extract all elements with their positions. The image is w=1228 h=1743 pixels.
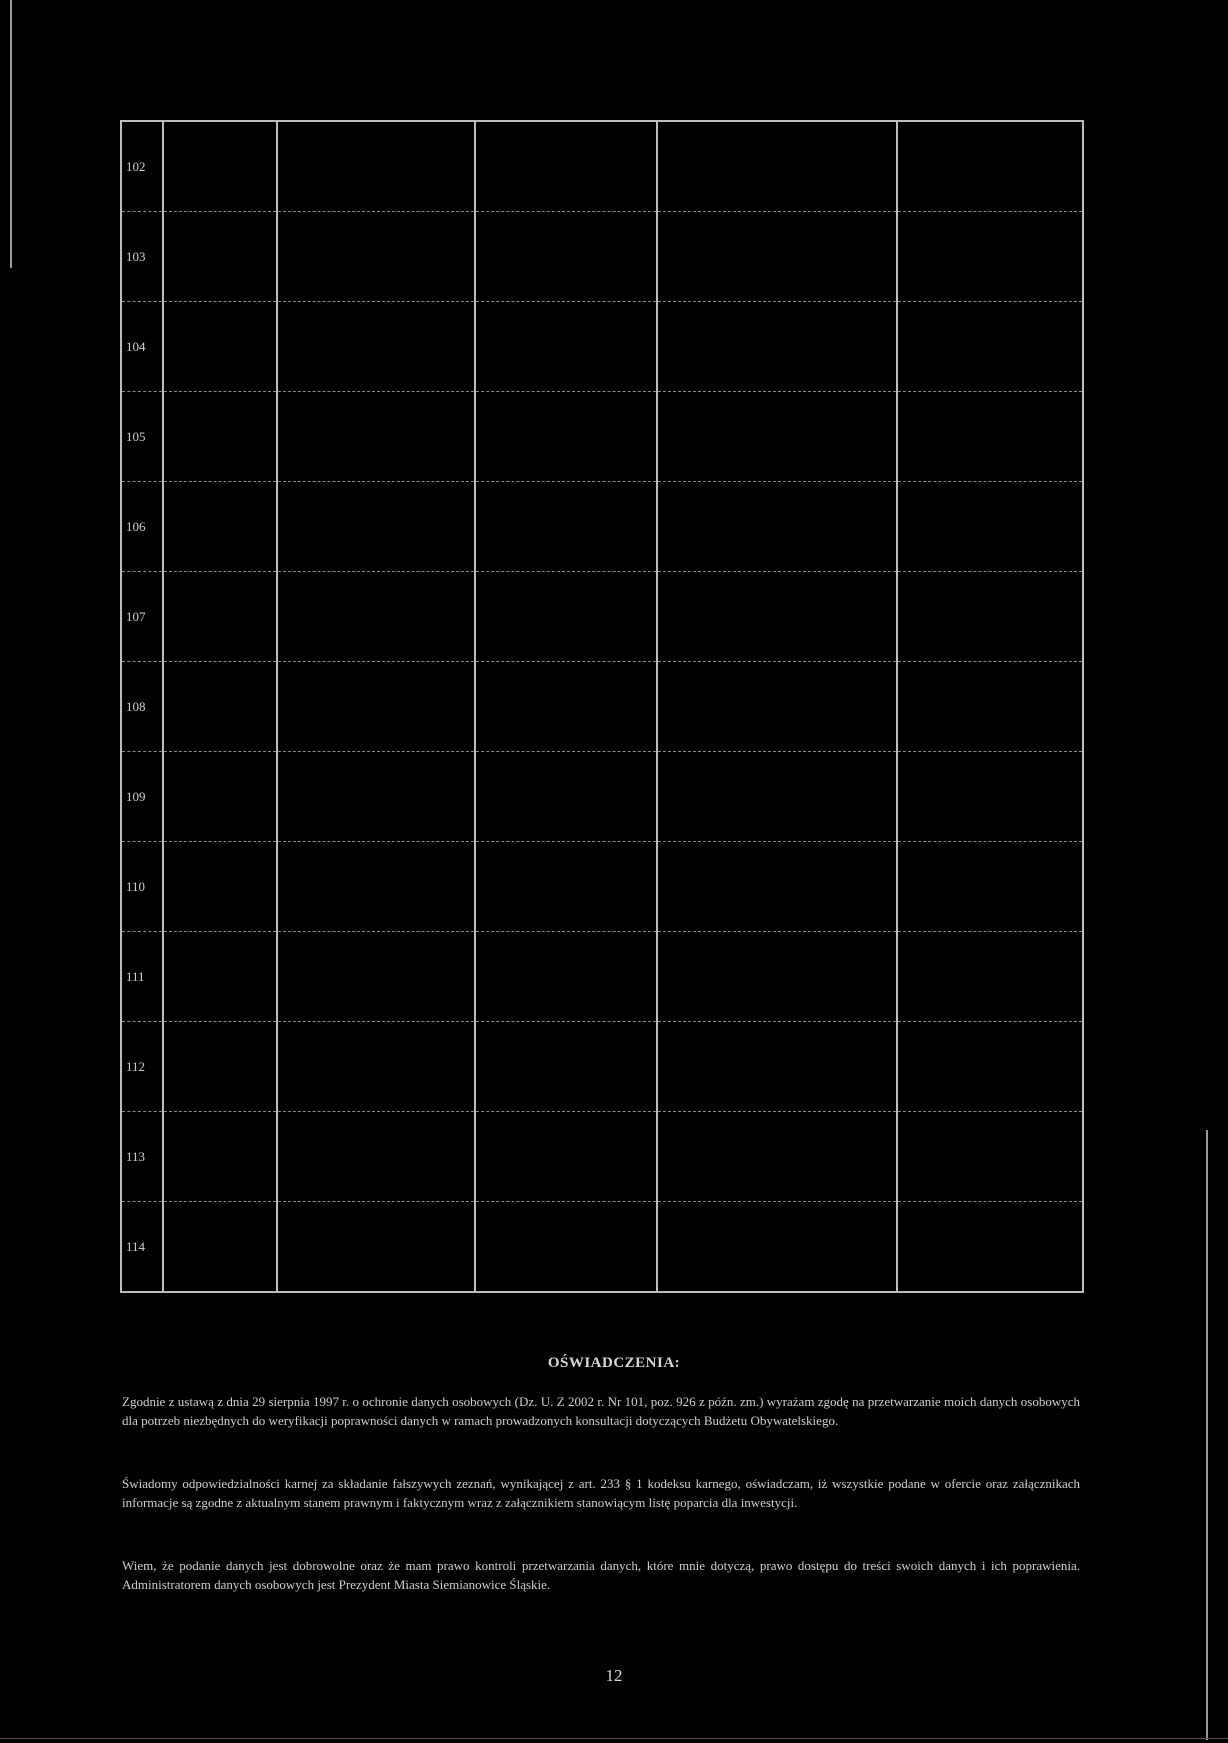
empty-cell <box>163 1112 277 1202</box>
scan-edge-mark-right <box>1206 1130 1208 1740</box>
table-row <box>121 932 1083 1022</box>
empty-cell <box>475 1112 657 1202</box>
empty-cell <box>897 392 1083 482</box>
page-number: 12 <box>605 1666 623 1685</box>
empty-cell <box>657 842 897 932</box>
data-consent-paragraph: Zgodnie z ustawą z dnia 29 sierpnia 1997 r. o ochronie danych osobowych (Dz. U. Z 2002 r. Nr 101, poz. 926 z późn. zm.) wyrażam zgodę na przetwarzanie moich danych osobowych dla potrzeb niezbędnych do weryfikacji poprawności danych w ramach prowadzonych konsultacji dotyczących Budżetu Obywatelskiego. <box>122 1394 1080 1428</box>
criminal-liability-paragraph: Świadomy odpowiedzialności karnej za składanie fałszywych zeznań, wynikającej z art. 233 § 1 kodeksu karnego, oświadczam, iż wszystkie podane w ofercie oraz załącznikach informacje są zgodne z aktualnym stanem prawnym i faktycznym wraz z załącznikiem stanowiącym listę poparcia dla inwestycji. <box>122 1476 1080 1510</box>
empty-cell <box>475 302 657 392</box>
empty-cell <box>277 1022 475 1112</box>
empty-cell <box>657 482 897 572</box>
row-number: 104 <box>121 302 163 392</box>
empty-cell <box>475 572 657 662</box>
signature-list-table <box>120 120 1084 1293</box>
row-number: 109 <box>121 752 163 842</box>
empty-cell <box>897 121 1083 212</box>
table-row <box>121 392 1083 482</box>
table-row <box>121 842 1083 932</box>
scan-edge-mark-top-left <box>10 0 12 268</box>
empty-cell <box>897 302 1083 392</box>
empty-cell <box>657 662 897 752</box>
empty-cell <box>657 572 897 662</box>
empty-cell <box>897 752 1083 842</box>
scan-edge-mark-bottom <box>0 1738 1228 1739</box>
empty-cell <box>657 212 897 302</box>
empty-cell <box>475 482 657 572</box>
empty-cell <box>475 212 657 302</box>
row-number: 114 <box>121 1202 163 1293</box>
empty-cell <box>277 1112 475 1202</box>
empty-cell <box>657 1202 897 1293</box>
table-row <box>121 1112 1083 1202</box>
empty-cell <box>475 392 657 482</box>
table-row <box>121 662 1083 752</box>
empty-cell <box>475 1022 657 1112</box>
empty-cell <box>163 121 277 212</box>
row-number: 105 <box>121 392 163 482</box>
empty-cell <box>277 662 475 752</box>
empty-cell <box>475 662 657 752</box>
table-row <box>121 482 1083 572</box>
empty-cell <box>163 482 277 572</box>
row-number: 113 <box>121 1112 163 1202</box>
empty-cell <box>897 482 1083 572</box>
empty-cell <box>657 1022 897 1112</box>
empty-cell <box>657 121 897 212</box>
row-number: 112 <box>121 1022 163 1112</box>
empty-cell <box>657 932 897 1022</box>
empty-cell <box>277 932 475 1022</box>
row-number: 107 <box>121 572 163 662</box>
empty-cell <box>277 482 475 572</box>
empty-cell <box>475 752 657 842</box>
empty-cell <box>163 392 277 482</box>
empty-cell <box>897 1022 1083 1112</box>
empty-cell <box>657 392 897 482</box>
declarations-heading: OŚWIADCZENIA: <box>547 1355 681 1371</box>
empty-cell <box>277 302 475 392</box>
empty-cell <box>277 212 475 302</box>
table-row <box>121 302 1083 392</box>
empty-cell <box>475 932 657 1022</box>
row-number: 102 <box>121 121 163 212</box>
table-body <box>121 121 1083 1292</box>
row-number: 103 <box>121 212 163 302</box>
empty-cell <box>277 121 475 212</box>
empty-cell <box>277 392 475 482</box>
empty-cell <box>897 662 1083 752</box>
empty-cell <box>277 572 475 662</box>
empty-cell <box>475 842 657 932</box>
empty-cell <box>657 752 897 842</box>
empty-cell <box>897 842 1083 932</box>
empty-cell <box>475 1202 657 1293</box>
row-number: 111 <box>121 932 163 1022</box>
empty-cell <box>897 572 1083 662</box>
row-number: 110 <box>121 842 163 932</box>
empty-cell <box>897 1202 1083 1293</box>
empty-cell <box>163 1202 277 1293</box>
table-row <box>121 1202 1083 1293</box>
empty-cell <box>163 572 277 662</box>
empty-cell <box>163 932 277 1022</box>
empty-cell <box>163 212 277 302</box>
empty-cell <box>277 752 475 842</box>
empty-cell <box>163 752 277 842</box>
empty-cell <box>657 302 897 392</box>
empty-cell <box>277 842 475 932</box>
row-number: 106 <box>121 482 163 572</box>
empty-cell <box>475 121 657 212</box>
table-row <box>121 572 1083 662</box>
table-row <box>121 212 1083 302</box>
data-rights-paragraph: Wiem, że podanie danych jest dobrowolne oraz że mam prawo kontroli przetwarzania danych, które mnie dotyczą, prawo dostępu do treści swoich danych i ich poprawienia. Administratorem danych osobowych jest Prezydent Miasta Siemianowice Śląskie. <box>122 1558 1080 1592</box>
empty-cell <box>277 1202 475 1293</box>
table-row <box>121 121 1083 212</box>
empty-cell <box>657 1112 897 1202</box>
empty-cell <box>163 662 277 752</box>
empty-cell <box>897 1112 1083 1202</box>
empty-cell <box>163 1022 277 1112</box>
empty-cell <box>897 932 1083 1022</box>
empty-cell <box>163 302 277 392</box>
table-row <box>121 752 1083 842</box>
row-number: 108 <box>121 662 163 752</box>
table-row <box>121 1022 1083 1112</box>
empty-cell <box>897 212 1083 302</box>
empty-cell <box>163 842 277 932</box>
